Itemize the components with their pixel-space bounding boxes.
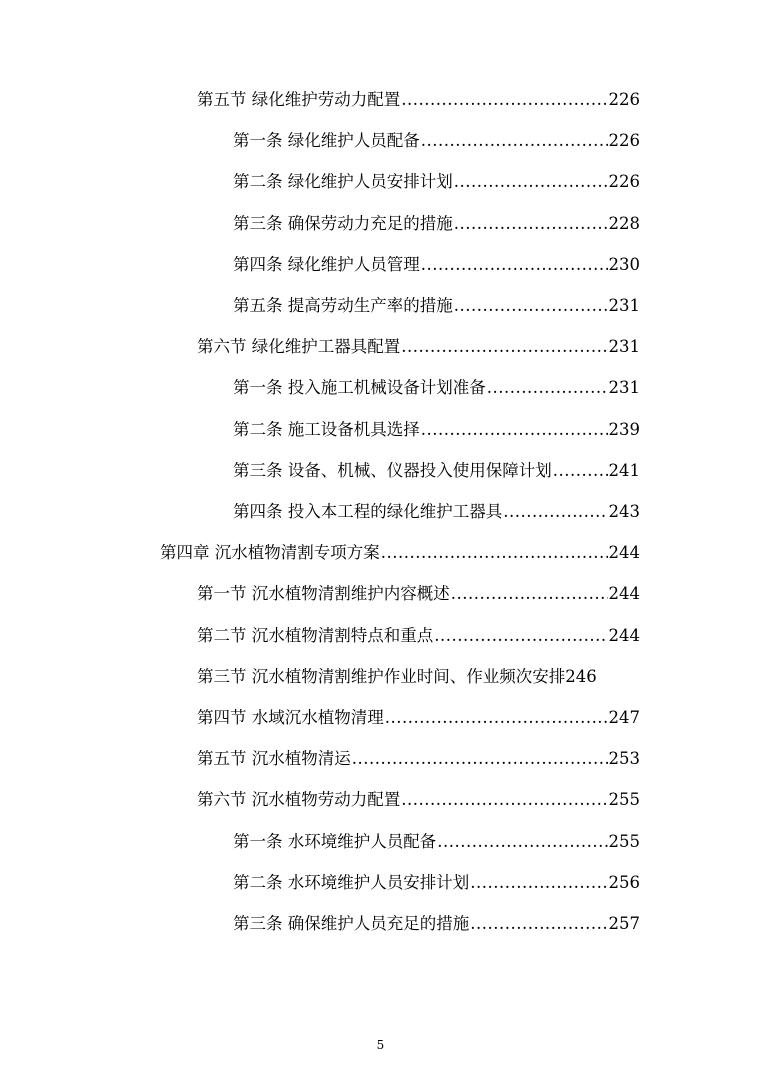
leader-dots xyxy=(401,788,607,812)
toc-entry-label: 第四节 水域沉水植物清理 xyxy=(197,708,384,727)
toc-entry-label: 第一节 沉水植物清割维护内容概述 xyxy=(197,584,450,603)
toc-entry-page: 228 xyxy=(608,214,640,233)
toc-entry-page: 244 xyxy=(608,584,640,603)
leader-dots xyxy=(434,624,607,648)
toc-entry[interactable] xyxy=(197,706,640,730)
leader-dots xyxy=(470,871,607,895)
toc-entry[interactable] xyxy=(197,747,640,771)
toc-entry-label: 第四章 沉水植物清割专项方案 xyxy=(160,543,380,562)
leader-dots xyxy=(451,582,608,606)
toc-entry-label: 第二条 绿化维护人员安排计划 xyxy=(233,172,453,191)
toc-entry-page: 243 xyxy=(608,502,640,521)
toc-entry-label: 第三节 沉水植物清割维护作业时间、作业频次安排 xyxy=(197,667,566,686)
leader-dots xyxy=(470,912,607,936)
toc-entry[interactable] xyxy=(197,665,640,689)
toc-entry-page: 246 xyxy=(565,667,597,686)
toc-entry[interactable] xyxy=(233,830,640,854)
toc-entry-page: 244 xyxy=(608,626,640,645)
toc-entry[interactable] xyxy=(233,871,640,895)
toc-entry[interactable] xyxy=(233,294,640,318)
toc-entry[interactable] xyxy=(233,912,640,936)
toc-entry[interactable] xyxy=(233,253,640,277)
leader-dots xyxy=(487,376,608,400)
toc-entry[interactable] xyxy=(197,335,640,359)
toc-entry-page: 226 xyxy=(608,131,640,150)
leader-dots xyxy=(454,212,608,236)
toc-entry[interactable] xyxy=(197,582,640,606)
toc-entry[interactable] xyxy=(233,170,640,194)
toc-entry[interactable] xyxy=(233,418,640,442)
leader-dots xyxy=(401,335,607,359)
toc-entry-label: 第六节 绿化维护工器具配置 xyxy=(197,337,401,356)
toc-entry-page: 231 xyxy=(608,378,640,397)
toc-entry-label: 第二条 水环境维护人员安排计划 xyxy=(233,873,470,892)
toc-entry-page: 226 xyxy=(608,172,640,191)
toc-entry-label: 第四条 绿化维护人员管理 xyxy=(233,255,420,274)
toc-entry-page: 255 xyxy=(608,790,640,809)
toc-entry[interactable] xyxy=(233,376,640,400)
leader-dots xyxy=(421,418,608,442)
toc-entry-label: 第一条 绿化维护人员配备 xyxy=(233,131,420,150)
toc-entry-label: 第五条 提高劳动生产率的措施 xyxy=(233,296,453,315)
toc-entry[interactable] xyxy=(233,500,640,524)
toc-entry[interactable] xyxy=(160,541,640,565)
toc-entry-label: 第五节 沉水植物清运 xyxy=(197,749,351,768)
leader-dots xyxy=(352,747,608,771)
leader-dots xyxy=(503,500,607,524)
toc-entry[interactable] xyxy=(197,788,640,812)
page-number: 5 xyxy=(376,1038,385,1052)
toc-entry-page: 244 xyxy=(608,543,640,562)
leader-dots xyxy=(454,170,608,194)
toc-entry-page: 256 xyxy=(608,873,640,892)
toc-entry-label: 第二条 施工设备机具选择 xyxy=(233,420,420,439)
leader-dots xyxy=(454,294,608,318)
toc-entry-page: 239 xyxy=(608,420,640,439)
toc-entry-page: 231 xyxy=(608,296,640,315)
toc-entry-label: 第三条 确保劳动力充足的措施 xyxy=(233,214,453,233)
leader-dots xyxy=(381,541,608,565)
toc-entry-label: 第一条 水环境维护人员配备 xyxy=(233,832,437,851)
leader-dots xyxy=(401,88,607,112)
toc-entry-label: 第一条 投入施工机械设备计划准备 xyxy=(233,378,486,397)
toc-entry-label: 第四条 投入本工程的绿化维护工器具 xyxy=(233,502,503,521)
leader-dots xyxy=(553,459,608,483)
toc-entry-page: 231 xyxy=(608,337,640,356)
toc-entry-label: 第二节 沉水植物清割特点和重点 xyxy=(197,626,434,645)
toc-entry-label: 第五节 绿化维护劳动力配置 xyxy=(197,90,401,109)
toc-entry-page: 230 xyxy=(608,255,640,274)
toc-entry-page: 257 xyxy=(608,914,640,933)
toc-entry-label: 第三条 确保维护人员充足的措施 xyxy=(233,914,470,933)
toc-entry-page: 255 xyxy=(608,832,640,851)
leader-dots xyxy=(437,830,607,854)
toc-entry-page: 247 xyxy=(608,708,640,727)
leader-dots xyxy=(385,706,608,730)
toc-entry-page: 253 xyxy=(608,749,640,768)
toc-entry[interactable] xyxy=(233,459,640,483)
toc-entry-page: 226 xyxy=(608,90,640,109)
toc-entry[interactable] xyxy=(197,88,640,112)
leader-dots xyxy=(421,129,608,153)
toc-entry-label: 第六节 沉水植物劳动力配置 xyxy=(197,790,401,809)
leader-dots xyxy=(421,253,608,277)
toc-entry[interactable] xyxy=(233,212,640,236)
toc-entry-label: 第三条 设备、机械、仪器投入使用保障计划 xyxy=(233,461,552,480)
toc-entry-page: 241 xyxy=(608,461,640,480)
toc-entry[interactable] xyxy=(197,624,640,648)
toc-entry[interactable] xyxy=(233,129,640,153)
